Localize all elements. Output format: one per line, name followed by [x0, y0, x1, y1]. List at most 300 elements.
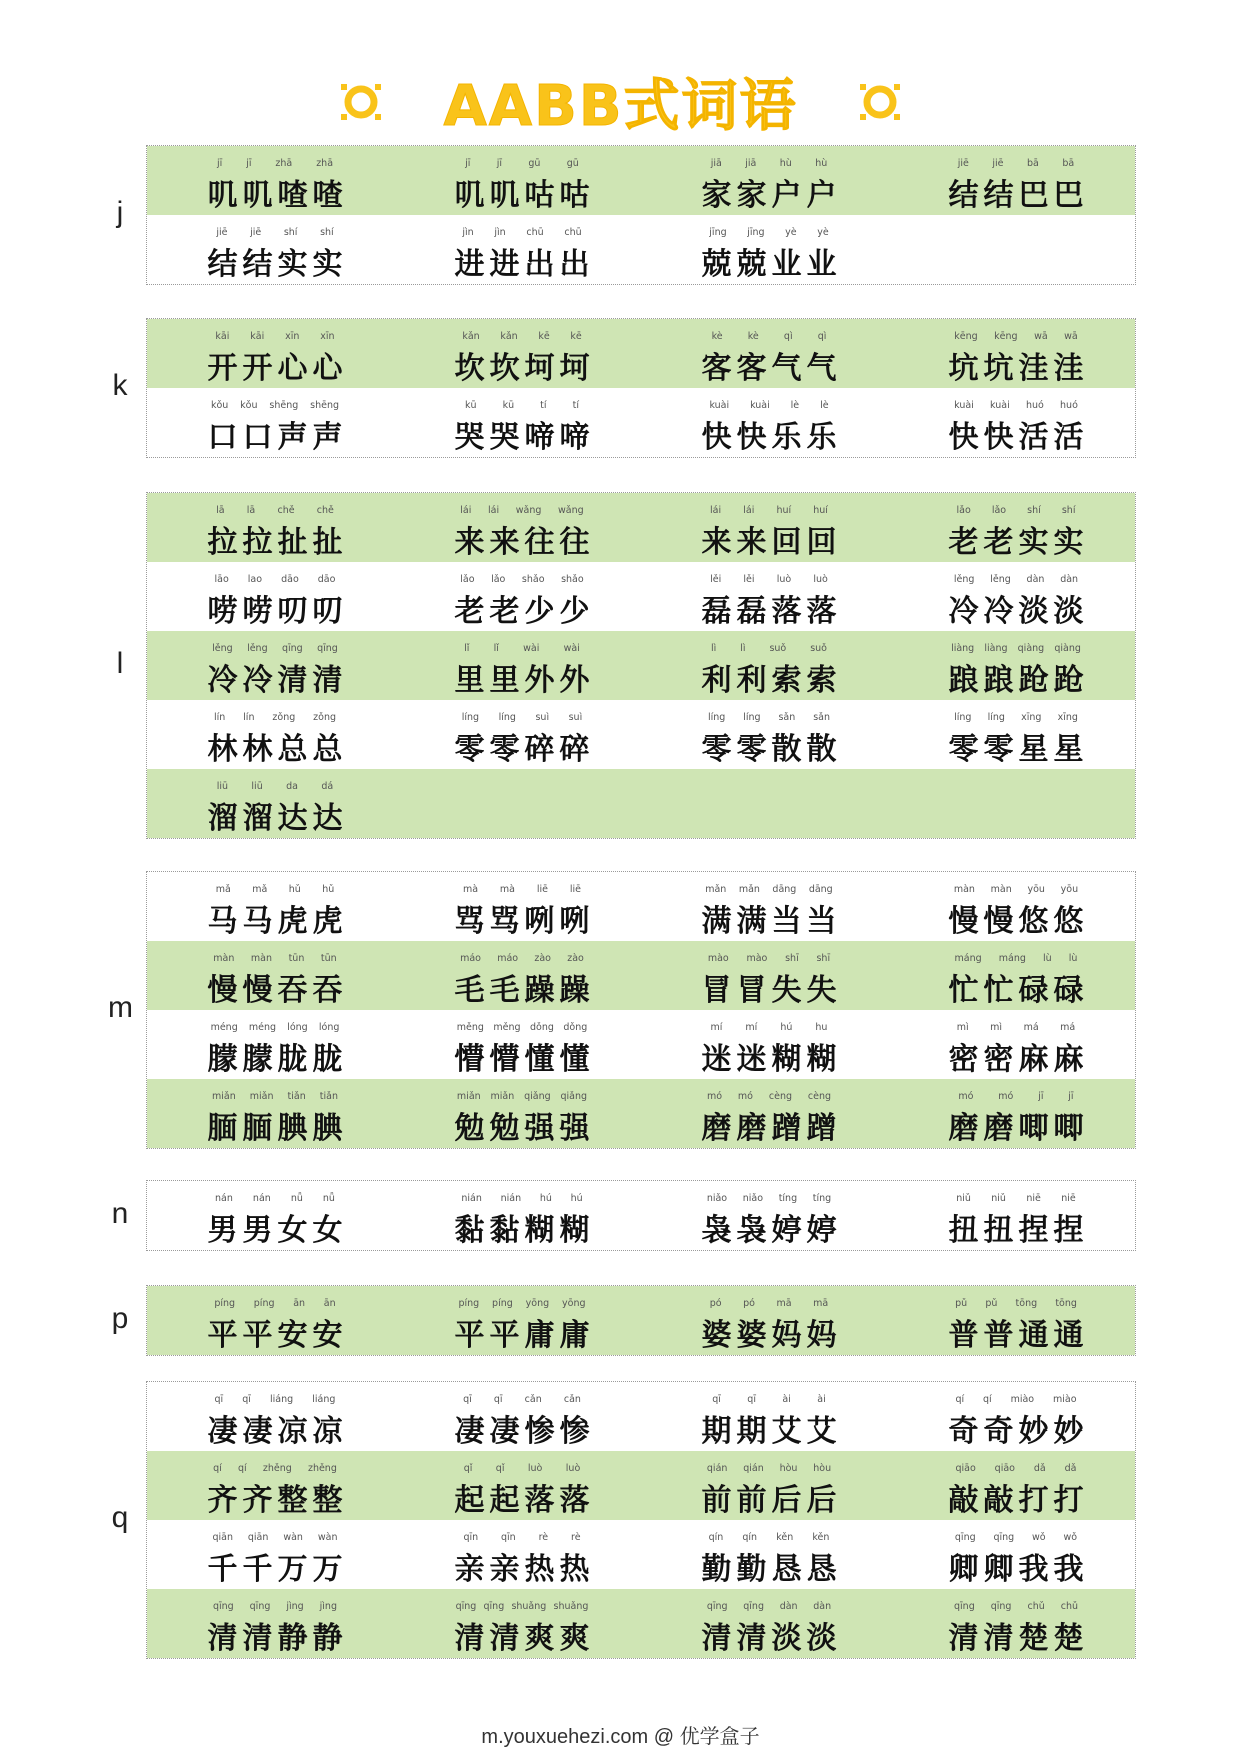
- pinyin-syllable: má: [1060, 1022, 1076, 1033]
- word-item: [147, 319, 394, 388]
- pinyin-line: [946, 331, 1086, 342]
- pinyin-line: [699, 1601, 839, 1612]
- pinyin-line: [699, 1022, 839, 1033]
- hanzi-char: 喳: [277, 178, 308, 213]
- pinyin-syllable: suì: [568, 712, 583, 723]
- pinyin-line: [205, 400, 345, 411]
- hanzi-char: 实: [1018, 525, 1049, 560]
- pinyin-line: [946, 1463, 1086, 1474]
- pinyin-syllable: tiǎn: [287, 1091, 306, 1102]
- pinyin-syllable: qì: [817, 331, 827, 342]
- word-item: [641, 319, 888, 388]
- pinyin-syllable: mó: [958, 1091, 974, 1102]
- hanzi-char: 磨: [948, 1111, 979, 1146]
- hanzi-char: 巴: [1018, 178, 1049, 213]
- section-m: [146, 871, 1136, 1149]
- pinyin-syllable: liàng: [951, 643, 975, 654]
- hanzi-char: 普: [948, 1318, 979, 1353]
- hanzi-char: 勉: [454, 1111, 485, 1146]
- hanzi-char: 冷: [242, 663, 273, 698]
- pinyin-syllable: lì: [710, 643, 717, 654]
- pinyin-line: [946, 574, 1086, 585]
- word-item: [394, 146, 641, 215]
- hanzi-line: [699, 655, 839, 699]
- pinyin-syllable: lěng: [953, 574, 975, 585]
- hanzi-char: 清: [701, 1621, 732, 1656]
- pinyin-syllable: mā: [776, 1298, 792, 1309]
- pinyin-syllable: miǎn: [212, 1091, 236, 1102]
- pinyin-syllable: píng: [492, 1298, 513, 1309]
- pinyin-line: [699, 158, 839, 169]
- pinyin-syllable: tí: [572, 400, 579, 411]
- pinyin-syllable: qǐ: [463, 1463, 473, 1474]
- hanzi-line: [699, 1205, 839, 1249]
- word-row: [147, 1520, 1135, 1589]
- pinyin-syllable: jī: [246, 158, 252, 169]
- hanzi-char: 快: [948, 420, 979, 455]
- hanzi-char: 虎: [312, 904, 343, 939]
- hanzi-char: 懂: [524, 1042, 555, 1077]
- hanzi-line: [946, 1034, 1086, 1078]
- pinyin-syllable: pǔ: [955, 1298, 968, 1309]
- hanzi-char: 齐: [242, 1483, 273, 1518]
- word-row: [147, 1451, 1135, 1520]
- pinyin-syllable: bā: [1027, 158, 1039, 169]
- pinyin-line: [946, 1022, 1086, 1033]
- hanzi-char: 胧: [312, 1042, 343, 1077]
- hanzi-line: [946, 896, 1086, 940]
- hanzi-char: 我: [1053, 1552, 1084, 1587]
- hanzi-line: [946, 1613, 1086, 1657]
- section-k: [146, 318, 1136, 458]
- hanzi-char: 婷: [806, 1213, 837, 1248]
- hanzi-line: [699, 1310, 839, 1354]
- pinyin-syllable: chū: [564, 227, 582, 238]
- pinyin-line: [699, 1091, 839, 1102]
- pinyin-syllable: méng: [248, 1022, 277, 1033]
- hanzi-char: 密: [948, 1042, 979, 1077]
- word-row: [147, 493, 1135, 562]
- hanzi-char: 恳: [806, 1552, 837, 1587]
- word-item: [888, 388, 1135, 457]
- hanzi-char: 毛: [454, 973, 485, 1008]
- hanzi-char: 进: [454, 247, 485, 282]
- hanzi-char: 洼: [1018, 351, 1049, 386]
- hanzi-char: 碎: [524, 732, 555, 767]
- hanzi-line: [205, 965, 345, 1009]
- pinyin-line: [699, 574, 839, 585]
- word-item: [641, 1382, 888, 1451]
- hanzi-char: 结: [207, 247, 238, 282]
- pinyin-syllable: líng: [954, 712, 972, 723]
- word-item: [888, 319, 1135, 388]
- word-item: [888, 941, 1135, 1010]
- hanzi-char: 咧: [524, 904, 555, 939]
- pinyin-syllable: jī: [1068, 1091, 1074, 1102]
- hanzi-char: 啼: [524, 420, 555, 455]
- hanzi-line: [452, 343, 592, 387]
- hanzi-char: 亲: [489, 1552, 520, 1587]
- pinyin-syllable: chǔ: [1060, 1601, 1078, 1612]
- pinyin-syllable: shuǎng: [553, 1601, 589, 1612]
- hanzi-line: [699, 724, 839, 768]
- hanzi-line: [699, 1475, 839, 1519]
- pinyin-syllable: qīng: [993, 1532, 1015, 1543]
- hanzi-char: 拉: [207, 525, 238, 560]
- hanzi-line: [699, 517, 839, 561]
- hanzi-char: 楚: [1053, 1621, 1084, 1656]
- hanzi-char: 冷: [207, 663, 238, 698]
- hanzi-char: 失: [806, 973, 837, 1008]
- hanzi-char: 通: [1018, 1318, 1049, 1353]
- pinyin-syllable: yōng: [562, 1298, 586, 1309]
- hanzi-char: 躁: [559, 973, 590, 1008]
- pinyin-line: [452, 1601, 592, 1612]
- hanzi-char: 兢: [701, 247, 732, 282]
- hanzi-char: 散: [806, 732, 837, 767]
- hanzi-char: 唠: [242, 594, 273, 629]
- pinyin-syllable: wǎng: [558, 505, 584, 516]
- hanzi-char: 楚: [1018, 1621, 1049, 1656]
- hanzi-char: 气: [806, 351, 837, 386]
- hanzi-line: [452, 170, 592, 214]
- hanzi-line: [452, 1544, 592, 1588]
- word-item: [394, 1451, 641, 1520]
- hanzi-char: 清: [983, 1621, 1014, 1656]
- section-l: [146, 492, 1136, 839]
- word-row: [147, 769, 1135, 838]
- pinyin-syllable: nǚ: [290, 1193, 303, 1204]
- pinyin-line: [205, 227, 345, 238]
- pinyin-syllable: chū: [526, 227, 544, 238]
- pinyin-syllable: mǎn: [738, 884, 760, 895]
- pinyin-syllable: zhěng: [262, 1463, 292, 1474]
- hanzi-line: [946, 1103, 1086, 1147]
- word-item: [394, 1589, 641, 1658]
- pinyin-line: [452, 1091, 592, 1102]
- word-item: [888, 562, 1135, 631]
- hanzi-char: 碌: [1018, 973, 1049, 1008]
- pinyin-syllable: kěn: [776, 1532, 794, 1543]
- pinyin-syllable: shí: [1027, 505, 1041, 516]
- hanzi-char: 密: [983, 1042, 1014, 1077]
- word-row: [147, 1079, 1135, 1148]
- word-item: [394, 700, 641, 769]
- pinyin-line: [452, 643, 592, 654]
- hanzi-line: [699, 965, 839, 1009]
- pinyin-syllable: líng: [461, 712, 480, 723]
- pinyin-syllable: qī: [463, 1394, 472, 1405]
- pinyin-line: [946, 1394, 1086, 1405]
- hanzi-char: 磨: [736, 1111, 767, 1146]
- pinyin-syllable: lái: [488, 505, 500, 516]
- hanzi-char: 齐: [207, 1483, 238, 1518]
- section-letter: k: [112, 369, 128, 402]
- hanzi-char: 碌: [1053, 973, 1084, 1008]
- pinyin-syllable: qīng: [954, 1532, 976, 1543]
- pinyin-syllable: qīng: [743, 1601, 764, 1612]
- hanzi-char: 骂: [454, 904, 485, 939]
- pinyin-syllable: qī: [493, 1394, 503, 1405]
- hanzi-char: 千: [207, 1552, 238, 1587]
- hanzi-char: 回: [806, 525, 837, 560]
- word-item: [147, 146, 394, 215]
- pinyin-line: [452, 1463, 592, 1474]
- pinyin-syllable: lěng: [247, 643, 268, 654]
- pinyin-syllable: màn: [213, 953, 235, 964]
- section-letter: n: [111, 1196, 129, 1230]
- pinyin-line: [699, 1394, 839, 1405]
- hanzi-line: [205, 793, 345, 837]
- pinyin-syllable: shēng: [310, 400, 340, 411]
- pinyin-syllable: miǎn: [249, 1091, 274, 1102]
- pinyin-syllable: qīn: [463, 1532, 479, 1543]
- pinyin-syllable: qīng: [249, 1601, 271, 1612]
- pinyin-syllable: yōng: [525, 1298, 550, 1309]
- pinyin-line: [946, 1298, 1086, 1309]
- pinyin-syllable: cǎn: [524, 1394, 542, 1405]
- word-item: [888, 700, 1135, 769]
- hanzi-char: 零: [701, 732, 732, 767]
- pinyin-syllable: yè: [785, 227, 797, 238]
- pinyin-syllable: suì: [535, 712, 550, 723]
- pinyin-syllable: yōu: [1060, 884, 1079, 895]
- hanzi-char: 安: [277, 1318, 308, 1353]
- pinyin-syllable: xīn: [285, 331, 300, 342]
- hanzi-line: [946, 412, 1086, 456]
- hanzi-char: 乐: [806, 420, 837, 455]
- pinyin-syllable: luò: [813, 574, 828, 585]
- pinyin-syllable: hǔ: [288, 884, 301, 895]
- word-item: [147, 1520, 394, 1589]
- hanzi-char: 勤: [736, 1552, 767, 1587]
- hanzi-char: 静: [277, 1621, 308, 1656]
- hanzi-line: [699, 1034, 839, 1078]
- word-item: [888, 872, 1135, 941]
- pinyin-syllable: gū: [528, 158, 541, 169]
- hanzi-line: [452, 896, 592, 940]
- hanzi-char: 清: [948, 1621, 979, 1656]
- pinyin-line: [699, 227, 839, 238]
- hanzi-char: 叽: [207, 178, 238, 213]
- pinyin-syllable: kū: [502, 400, 515, 411]
- pinyin-syllable: ài: [817, 1394, 826, 1405]
- hanzi-char: 冒: [736, 973, 767, 1008]
- hanzi-line: [946, 1310, 1086, 1354]
- pinyin-line: [205, 1298, 345, 1309]
- pinyin-syllable: niē: [1061, 1193, 1076, 1204]
- hanzi-char: 婷: [771, 1213, 802, 1248]
- word-item: [394, 319, 641, 388]
- pinyin-syllable: jī: [216, 158, 223, 169]
- hanzi-char: 坷: [524, 351, 555, 386]
- pinyin-syllable: qǐ: [495, 1463, 505, 1474]
- hanzi-line: [452, 655, 592, 699]
- hanzi-char: 庸: [524, 1318, 555, 1353]
- pinyin-syllable: chě: [277, 505, 295, 516]
- hanzi-char: 咧: [559, 904, 590, 939]
- pinyin-syllable: wàn: [283, 1532, 303, 1543]
- word-item: [394, 562, 641, 631]
- pinyin-line: [946, 1091, 1086, 1102]
- pinyin-syllable: zào: [534, 953, 551, 964]
- hanzi-char: 黏: [489, 1213, 520, 1248]
- hanzi-char: 失: [771, 973, 802, 1008]
- pinyin-syllable: kǎn: [500, 331, 518, 342]
- hanzi-char: 女: [277, 1213, 308, 1248]
- word-item: [641, 1181, 888, 1250]
- hanzi-char: 骂: [489, 904, 520, 939]
- pinyin-line: [205, 1532, 345, 1543]
- hanzi-char: 进: [489, 247, 520, 282]
- hanzi-char: 唧: [1053, 1111, 1084, 1146]
- pinyin-syllable: zhā: [275, 158, 293, 169]
- empty-cell: [888, 215, 1135, 284]
- pinyin-syllable: hù: [815, 158, 828, 169]
- pinyin-syllable: cǎn: [563, 1394, 581, 1405]
- pinyin-syllable: kuài: [954, 400, 974, 411]
- pinyin-syllable: tūn: [320, 953, 337, 964]
- pinyin-syllable: máo: [460, 953, 481, 964]
- pinyin-line: [946, 1193, 1086, 1204]
- hanzi-char: 扯: [277, 525, 308, 560]
- word-item: [641, 1589, 888, 1658]
- hanzi-char: 喳: [312, 178, 343, 213]
- hanzi-char: 少: [559, 594, 590, 629]
- word-item: [394, 493, 641, 562]
- hanzi-char: 踉: [983, 663, 1014, 698]
- hanzi-char: 凄: [242, 1414, 273, 1449]
- hanzi-char: 索: [806, 663, 837, 698]
- hanzi-char: 溜: [207, 801, 238, 836]
- pinyin-syllable: xīng: [1057, 712, 1078, 723]
- word-row: [147, 941, 1135, 1010]
- hanzi-char: 清: [736, 1621, 767, 1656]
- pinyin-syllable: dāng: [772, 884, 797, 895]
- hanzi-char: 凄: [489, 1414, 520, 1449]
- pinyin-line: [946, 400, 1086, 411]
- hanzi-char: 躁: [524, 973, 555, 1008]
- pinyin-syllable: hú: [539, 1193, 552, 1204]
- pinyin-syllable: miào: [1052, 1394, 1077, 1405]
- word-row: [147, 872, 1135, 941]
- hanzi-char: 实: [277, 247, 308, 282]
- word-row: [147, 1181, 1135, 1250]
- hanzi-line: [205, 343, 345, 387]
- pinyin-syllable: qī: [214, 1394, 224, 1405]
- word-item: [147, 1181, 394, 1250]
- pinyin-syllable: zǒng: [313, 712, 337, 723]
- pinyin-syllable: lái: [743, 505, 755, 516]
- pinyin-syllable: miǎn: [490, 1091, 515, 1102]
- pinyin-syllable: qiǎng: [560, 1091, 588, 1102]
- hanzi-line: [205, 724, 345, 768]
- pinyin-syllable: rè: [538, 1532, 549, 1543]
- hanzi-char: 蹭: [806, 1111, 837, 1146]
- word-item: [394, 215, 641, 284]
- word-item: [394, 1079, 641, 1148]
- hanzi-char: 卿: [983, 1552, 1014, 1587]
- word-item: [641, 872, 888, 941]
- pinyin-line: [946, 505, 1086, 516]
- pinyin-syllable: màn: [953, 884, 975, 895]
- hanzi-char: 叨: [277, 594, 308, 629]
- hanzi-char: 慢: [242, 973, 273, 1008]
- pinyin-line: [946, 712, 1086, 723]
- word-item: [888, 1010, 1135, 1079]
- pinyin-syllable: rè: [571, 1532, 581, 1543]
- pinyin-line: [946, 884, 1086, 895]
- pinyin-syllable: kuài: [990, 400, 1010, 411]
- pinyin-syllable: kē: [570, 331, 582, 342]
- pinyin-syllable: shī: [816, 953, 831, 964]
- pinyin-syllable: lāo: [214, 574, 229, 585]
- pinyin-syllable: líng: [987, 712, 1005, 723]
- pinyin-syllable: sǎn: [778, 712, 796, 723]
- hanzi-line: [452, 1205, 592, 1249]
- hanzi-char: 踉: [948, 663, 979, 698]
- word-item: [641, 493, 888, 562]
- pinyin-syllable: wǒ: [1032, 1532, 1046, 1543]
- word-item: [888, 1286, 1135, 1355]
- hanzi-char: 后: [806, 1483, 837, 1518]
- pinyin-syllable: lǎo: [956, 505, 971, 516]
- hanzi-char: 往: [559, 525, 590, 560]
- pinyin-line: [452, 1193, 592, 1204]
- hanzi-char: 达: [312, 801, 343, 836]
- hanzi-char: 懵: [454, 1042, 485, 1077]
- word-item: [641, 1286, 888, 1355]
- hanzi-char: 林: [207, 732, 238, 767]
- hanzi-char: 糊: [771, 1042, 802, 1077]
- hanzi-char: 慢: [983, 904, 1014, 939]
- hanzi-char: 当: [806, 904, 837, 939]
- pinyin-syllable: shí: [283, 227, 298, 238]
- hanzi-line: [205, 1475, 345, 1519]
- pinyin-syllable: kāi: [215, 331, 230, 342]
- pinyin-syllable: xīn: [320, 331, 335, 342]
- hanzi-char: 妈: [806, 1318, 837, 1353]
- pinyin-syllable: kè: [747, 331, 759, 342]
- hanzi-char: 声: [277, 420, 308, 455]
- footer-credit: m.youxuehezi.com @ 优学盒子: [481, 1726, 760, 1748]
- pinyin-syllable: ài: [782, 1394, 791, 1405]
- pinyin-syllable: líng: [498, 712, 516, 723]
- pinyin-syllable: mí: [710, 1022, 723, 1033]
- pinyin-line: [205, 158, 345, 169]
- word-row: [147, 319, 1135, 388]
- pinyin-syllable: chǔ: [1027, 1601, 1045, 1612]
- word-item: [888, 1079, 1135, 1148]
- sun-ring-icon: [856, 78, 904, 126]
- pinyin-line: [699, 331, 839, 342]
- hanzi-char: 千: [242, 1552, 273, 1587]
- hanzi-char: 落: [524, 1483, 555, 1518]
- pinyin-syllable: lǐ: [493, 643, 499, 654]
- pinyin-syllable: máng: [954, 953, 982, 964]
- pinyin-line: [946, 158, 1086, 169]
- pinyin-syllable: liū: [251, 781, 263, 792]
- pinyin-syllable: lín: [213, 712, 226, 723]
- hanzi-char: 奇: [948, 1414, 979, 1449]
- empty-cell: [888, 769, 1135, 838]
- pinyin-syllable: qián: [743, 1463, 764, 1474]
- pinyin-syllable: jī: [1038, 1091, 1044, 1102]
- hanzi-char: 利: [701, 663, 732, 698]
- hanzi-char: 扯: [312, 525, 343, 560]
- pinyin-syllable: má: [1023, 1022, 1039, 1033]
- hanzi-char: 唠: [207, 594, 238, 629]
